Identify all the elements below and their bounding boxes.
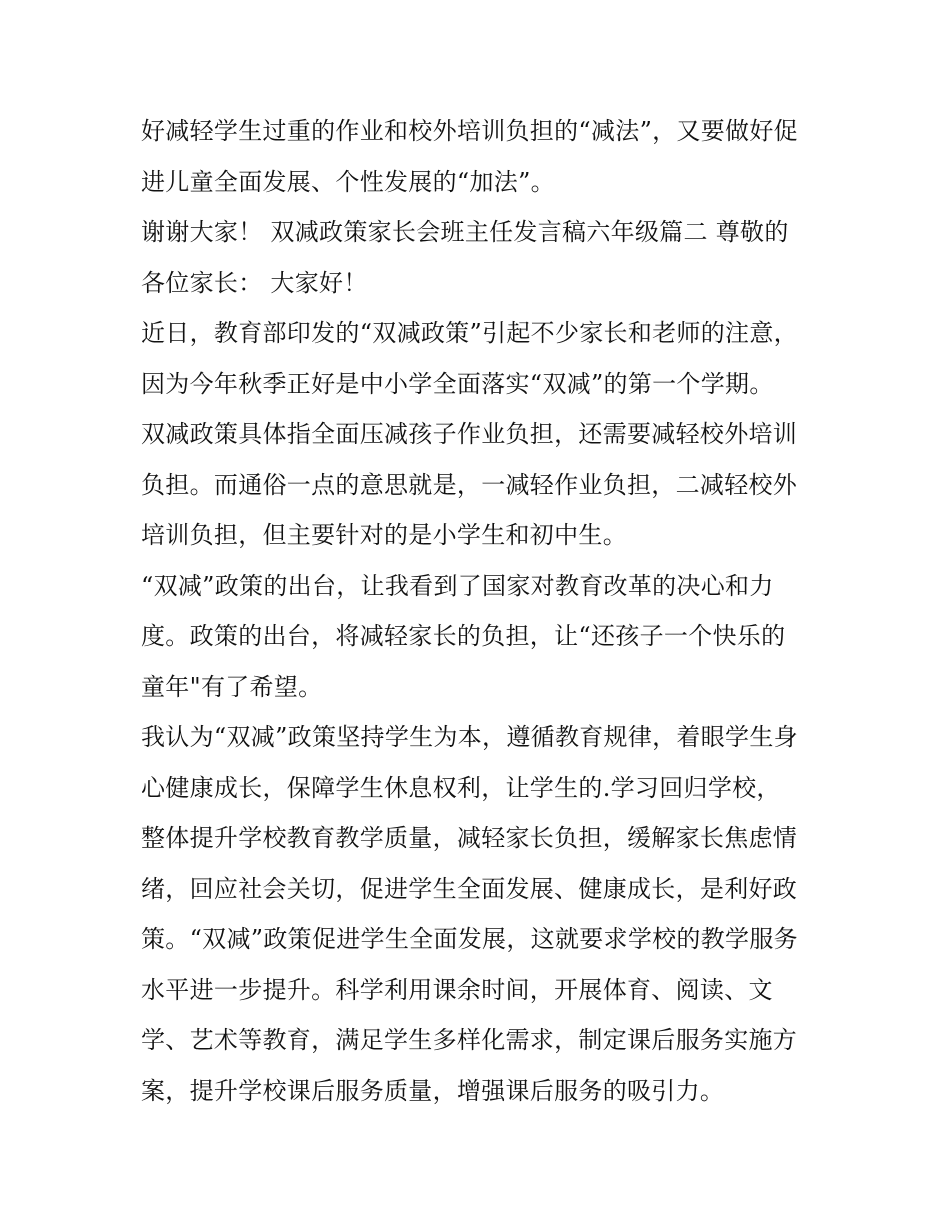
text-line-12: 童年"有了希望。 — [141, 672, 323, 701]
text-line-20: 案，提升学校课后服务质量，增强课后服务的吸引力。 — [141, 1076, 725, 1105]
text-line-8: 负担。而通俗一点的意思就是，一减轻作业负担，二减轻校外 — [141, 470, 798, 499]
text-line-14: 心健康成长，保障学生休息权利，让学生的.学习回归学校， — [141, 773, 781, 802]
text-line-9: 培训负担，但主要针对的是小学生和初中生。 — [141, 521, 627, 549]
body-text — [141, 106, 831, 1116]
text-line-3: 谢谢大家！ 双减政策家长会班主任发言稿六年级篇二 尊敬的 — [141, 218, 789, 246]
text-line-7: 双减政策具体指全面压减孩子作业负担，还需要减轻校外培训 — [141, 420, 798, 448]
text-line-6: 因为今年秋季正好是中小学全面落实“双减”的第一个学期。 — [141, 369, 774, 398]
text-line-11: 度。政策的出台，将减轻家长的负担，让“还孩子一个快乐的 — [141, 622, 786, 650]
text-line-18: 水平进一步提升。科学利用课余时间，开展体育、阅读、文 — [141, 975, 773, 1004]
text-line-5: 近日，教育部印发的“双减政策”引起不少家长和老师的注意， — [141, 319, 798, 347]
text-line-16: 绪，回应社会关切，促进学生全面发展、健康成长，是利好政 — [141, 874, 798, 903]
text-line-15: 整体提升学校教育教学质量，减轻家长负担，缓解家长焦虑情 — [141, 824, 798, 852]
text-line-19: 学、艺术等教育，满足学生多样化需求，制定课后服务实施方 — [141, 1026, 798, 1054]
text-line-4: 各位家长： 大家好！ — [141, 268, 368, 297]
text-line-13: 我认为“双减”政策坚持学生为本，遵循教育规律，着眼学生身 — [141, 723, 798, 751]
text-line-2: 进儿童全面发展、个性发展的“加法”。 — [141, 167, 555, 196]
text-line-17: 策。“双减”政策促进学生全面发展，这就要求学校的教学服务 — [141, 925, 798, 953]
text-line-10: “双减”政策的出台，让我看到了国家对教育改革的决心和力 — [141, 571, 774, 600]
text-line-1: 好减轻学生过重的作业和校外培训负担的“减法”，又要做好促 — [141, 117, 798, 145]
